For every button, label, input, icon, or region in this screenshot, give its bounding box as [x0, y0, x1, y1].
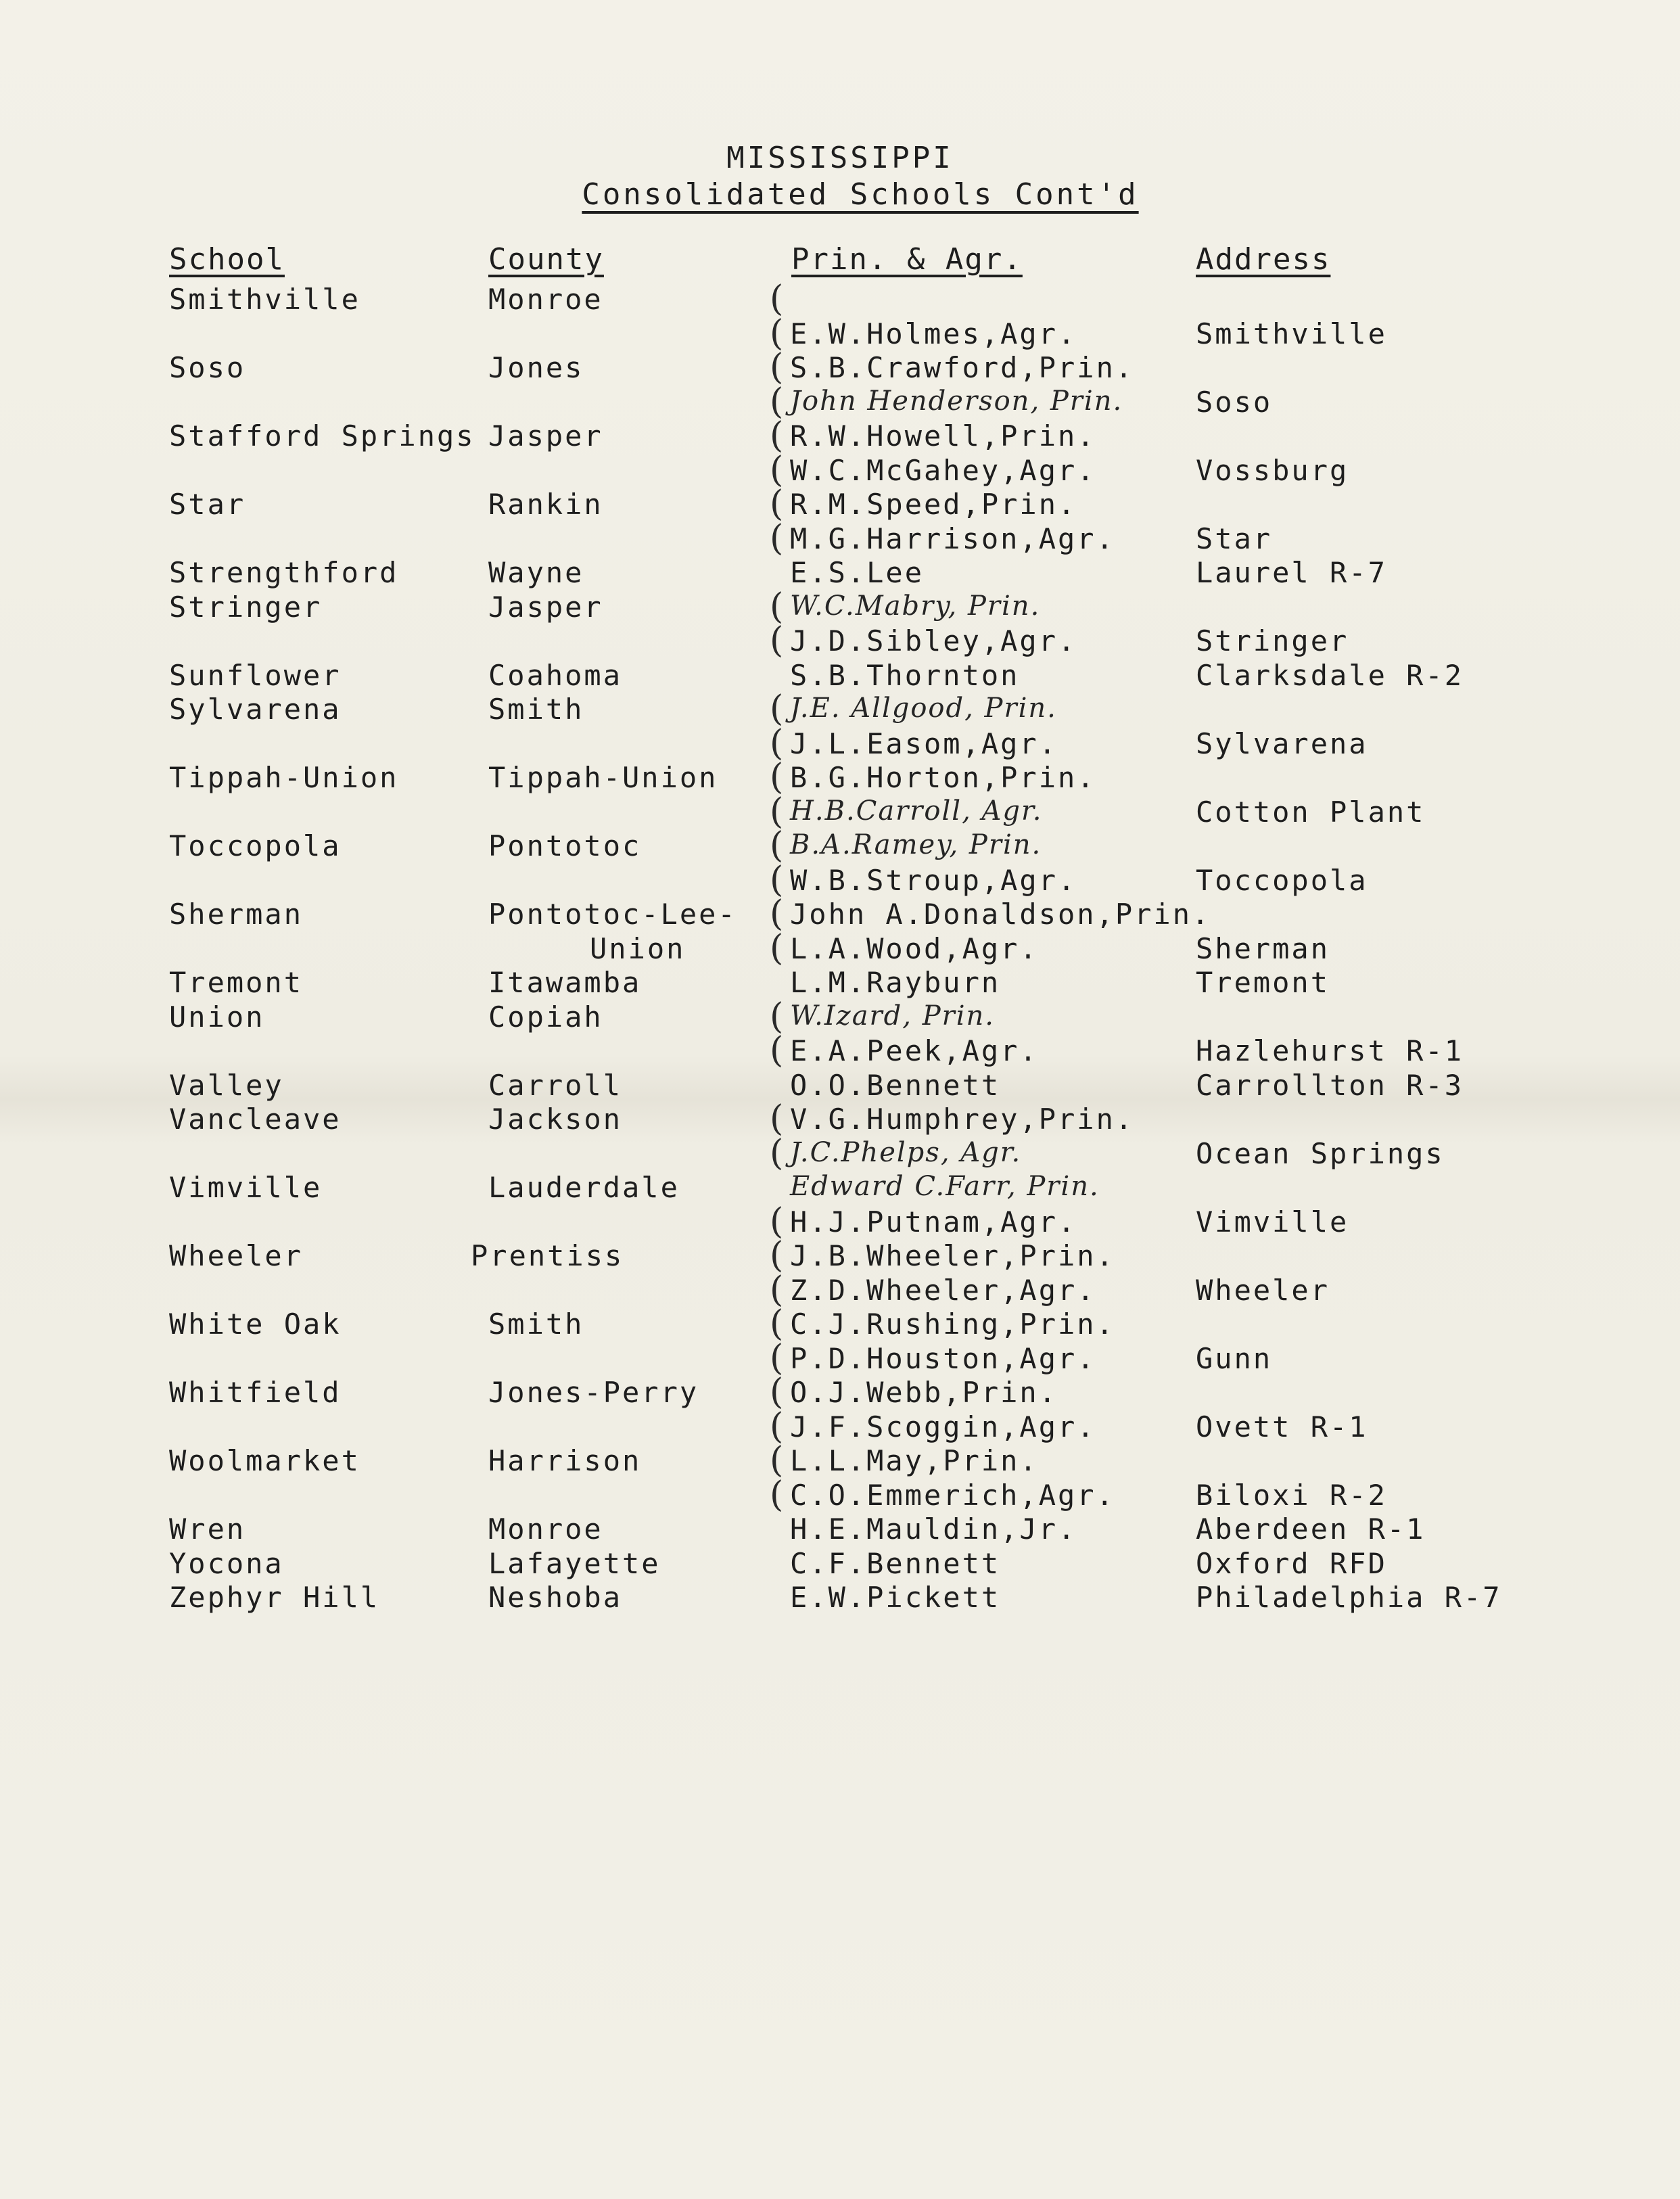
table-row [0, 586, 1680, 627]
county-name: Smith [488, 1307, 584, 1341]
bracket-mark: ( [770, 313, 786, 354]
county-name: Harrison [488, 1444, 642, 1477]
county-name: Carroll [488, 1068, 623, 1102]
bracket-mark: ( [770, 1132, 786, 1174]
bracket-mark: ( [770, 347, 786, 388]
county-name: Jasper [488, 419, 603, 453]
table-row [0, 484, 1680, 524]
principal-agriculture-name: W.C.McGahey,Agr. [790, 453, 1096, 487]
table-row [0, 1512, 1680, 1546]
principal-agriculture-name: J.L.Easom,Agr. [790, 726, 1058, 760]
county-name: Coahoma [488, 658, 623, 692]
address-text: Wheeler [1196, 1273, 1330, 1307]
bracket-mark: ( [770, 757, 786, 797]
school-name: Valley [169, 1068, 284, 1102]
county-name: Jones [488, 351, 584, 384]
county-name: Neshoba [488, 1581, 623, 1614]
bracket-mark: ( [770, 1474, 786, 1515]
header-school: School [169, 242, 285, 277]
table-row [0, 757, 1680, 797]
principal-agriculture-name: J.F.Scoggin,Agr. [790, 1410, 1096, 1443]
bracket-mark: ( [770, 1303, 786, 1344]
bracket-mark: ( [770, 689, 786, 729]
address-text: Tremont [1196, 966, 1330, 999]
address-text: Soso [1196, 385, 1273, 419]
table-row [0, 791, 1680, 832]
table-row [0, 279, 1680, 319]
bracket-mark: ( [770, 859, 786, 900]
table-row [0, 1581, 1680, 1615]
county-name: Itawamba [488, 966, 642, 999]
principal-agriculture-name: V.G.Humphrey,Prin. [790, 1103, 1135, 1136]
principal-agriculture-name: Edward C.Farr, Prin. [790, 1171, 1100, 1202]
document-subtitle: Consolidated Schools Cont'd [582, 177, 1139, 212]
principal-agriculture-name: R.W.Howell,Prin. [790, 419, 1096, 453]
bracket-mark: ( [770, 1235, 786, 1276]
principal-agriculture-name: J.B.Wheeler,Prin. [790, 1239, 1115, 1272]
table-row [0, 859, 1680, 900]
table-row [0, 556, 1680, 590]
school-name: Smithville [169, 283, 360, 316]
school-name: Stringer [169, 590, 323, 624]
table-row [0, 1547, 1680, 1581]
principal-agriculture-name: W.B.Stroup,Agr. [790, 863, 1077, 897]
header-county: County [488, 242, 604, 277]
table-row [0, 894, 1680, 934]
bracket-mark: ( [770, 722, 786, 764]
table-row [0, 1171, 1680, 1205]
school-name: Wren [169, 1512, 246, 1546]
school-name: Sherman [169, 898, 304, 931]
table-row [0, 1337, 1680, 1379]
county-name: Wayne [488, 556, 584, 589]
table-row [0, 1406, 1680, 1447]
table-row [0, 1303, 1680, 1344]
table-row [0, 1069, 1680, 1103]
county-name: Prentiss [471, 1239, 624, 1272]
table-row [0, 449, 1680, 490]
address-text: Aberdeen R-1 [1196, 1512, 1426, 1546]
table-row [0, 1474, 1680, 1515]
principal-agriculture-name: W.Izard, Prin. [790, 1000, 996, 1032]
address-text: Hazlehurst R-1 [1196, 1034, 1464, 1067]
school-name: White Oak [169, 1307, 342, 1341]
principal-agriculture-name: Z.D.Wheeler,Agr. [790, 1273, 1096, 1307]
bracket-mark: ( [770, 1269, 786, 1310]
address-text: Star [1196, 522, 1273, 555]
address-text: Biloxi R-2 [1196, 1478, 1387, 1512]
table-row [0, 313, 1680, 354]
table-row [0, 1440, 1680, 1481]
bracket-mark: ( [770, 1372, 786, 1412]
school-name: Tremont [169, 966, 304, 999]
table-row [0, 381, 1680, 422]
bracket-mark: ( [770, 484, 786, 524]
principal-agriculture-name: S.B.Thornton [790, 658, 1020, 692]
bracket-mark: ( [770, 381, 786, 422]
principal-agriculture-name: E.A.Peek,Agr. [790, 1034, 1039, 1067]
bracket-mark: ( [770, 894, 786, 934]
address-text: Vimville [1196, 1205, 1349, 1239]
principal-agriculture-name: M.G.Harrison,Agr. [790, 522, 1115, 555]
bracket-mark: ( [770, 1098, 786, 1139]
address-text: Clarksdale R-2 [1196, 658, 1464, 692]
address-text: Toccopola [1196, 863, 1368, 897]
county-name: Lauderdale [488, 1171, 680, 1204]
address-text: Sylvarena [1196, 726, 1368, 760]
school-name: Sunflower [169, 658, 342, 692]
principal-agriculture-name: C.F.Bennett [790, 1546, 1001, 1580]
address-text: Laurel R-7 [1196, 556, 1387, 589]
table-row [0, 1098, 1680, 1139]
address-text: Oxford RFD [1196, 1546, 1387, 1580]
county-name: Rankin [488, 488, 603, 521]
school-name: Stafford Springs [169, 419, 475, 453]
school-name: Star [169, 488, 246, 521]
bracket-mark: ( [770, 586, 786, 627]
school-name: Tippah-Union [169, 761, 399, 794]
principal-agriculture-name: H.B.Carroll, Agr. [790, 795, 1043, 827]
county-name: Copiah [488, 1000, 603, 1034]
county-name: Jackson [488, 1103, 623, 1136]
principal-agriculture-name: C.J.Rushing,Prin. [790, 1307, 1115, 1341]
school-name: Zephyr Hill [169, 1581, 380, 1614]
bracket-mark: ( [770, 825, 786, 866]
header-address: Address [1196, 242, 1331, 277]
document-title: MISSISSIPPI [726, 141, 954, 175]
bracket-mark: ( [770, 279, 786, 319]
principal-agriculture-name: B.A.Ramey, Prin. [790, 829, 1042, 860]
bracket-mark: ( [770, 996, 786, 1037]
bracket-mark: ( [770, 620, 786, 661]
principal-agriculture-name: P.D.Houston,Agr. [790, 1341, 1096, 1375]
principal-agriculture-name: L.M.Rayburn [790, 966, 1001, 999]
address-text: Carrollton R-3 [1196, 1068, 1464, 1102]
school-name: Vimville [169, 1171, 323, 1204]
county-name: Tippah-Union [488, 761, 718, 794]
principal-agriculture-name: J.D.Sibley,Agr. [790, 624, 1077, 657]
principal-agriculture-name: O.J.Webb,Prin. [790, 1376, 1058, 1409]
bracket-mark: ( [770, 1201, 786, 1242]
table-row [0, 722, 1680, 764]
principal-agriculture-name: S.B.Crawford,Prin. [790, 351, 1135, 384]
table-row [0, 1030, 1680, 1071]
principal-agriculture-name: R.M.Speed,Prin. [790, 488, 1077, 521]
principal-agriculture-name: L.A.Wood,Agr. [790, 931, 1039, 965]
principal-agriculture-name: John Henderson, Prin. [790, 385, 1123, 417]
school-name: Soso [169, 351, 246, 384]
bracket-mark: ( [770, 517, 786, 559]
school-name: Toccopola [169, 829, 342, 862]
table-row [0, 825, 1680, 866]
principal-agriculture-name: E.S.Lee [790, 556, 925, 589]
school-name: Yocona [169, 1546, 284, 1580]
address-text: Cotton Plant [1196, 795, 1426, 829]
address-text: Ocean Springs [1196, 1136, 1445, 1170]
bracket-mark: ( [770, 1337, 786, 1379]
county-name: Lafayette [488, 1546, 661, 1580]
bracket-mark: ( [770, 449, 786, 490]
bracket-mark: ( [770, 415, 786, 456]
school-name: Union [169, 1000, 265, 1034]
principal-agriculture-name: C.O.Emmerich,Agr. [790, 1478, 1115, 1512]
principal-agriculture-name: John A.Donaldson,Prin. [790, 898, 1211, 931]
county-name: Union [590, 931, 686, 965]
county-name: Pontotoc-Lee- [488, 898, 737, 931]
table-row [0, 689, 1680, 729]
school-name: Woolmarket [169, 1444, 360, 1477]
principal-agriculture-name: E.W.Pickett [790, 1581, 1001, 1614]
table-row [0, 1269, 1680, 1310]
principal-agriculture-name: H.J.Putnam,Agr. [790, 1205, 1077, 1239]
table-row [0, 1235, 1680, 1276]
table-row [0, 1201, 1680, 1242]
address-text: Gunn [1196, 1341, 1273, 1375]
principal-agriculture-name: H.E.Mauldin,Jr. [790, 1512, 1077, 1546]
address-text: Stringer [1196, 624, 1349, 657]
principal-agriculture-name: O.O.Bennett [790, 1068, 1001, 1102]
table-row [0, 966, 1680, 1000]
county-name: Monroe [488, 283, 603, 316]
bracket-mark: ( [770, 1406, 786, 1447]
county-name: Pontotoc [488, 829, 642, 862]
bracket-mark: ( [770, 791, 786, 832]
bracket-mark: ( [770, 927, 786, 969]
school-name: Wheeler [169, 1239, 304, 1272]
principal-agriculture-name: B.G.Horton,Prin. [790, 761, 1096, 794]
principal-agriculture-name: W.C.Mabry, Prin. [790, 590, 1041, 622]
address-text: Vossburg [1196, 453, 1349, 487]
county-name: Monroe [488, 1512, 603, 1546]
bracket-mark: ( [770, 1030, 786, 1071]
school-name: Sylvarena [169, 693, 342, 726]
table-row [0, 1372, 1680, 1412]
county-name: Smith [488, 693, 584, 726]
bracket-mark: ( [770, 1440, 786, 1481]
table-row [0, 415, 1680, 456]
table-row [0, 996, 1680, 1037]
school-name: Strengthford [169, 556, 399, 589]
table-row [0, 1132, 1680, 1174]
table-row [0, 620, 1680, 661]
table-row [0, 347, 1680, 388]
school-name: Vancleave [169, 1103, 342, 1136]
table-row [0, 659, 1680, 693]
address-text: Sherman [1196, 931, 1330, 965]
address-text: Ovett R-1 [1196, 1410, 1368, 1443]
principal-agriculture-name: E.W.Holmes,Agr. [790, 317, 1077, 350]
principal-agriculture-name: L.L.May,Prin. [790, 1444, 1039, 1477]
address-text: Smithville [1196, 317, 1387, 350]
address-text: Philadelphia R-7 [1196, 1581, 1502, 1614]
table-row [0, 517, 1680, 559]
school-name: Whitfield [169, 1376, 342, 1409]
county-name: Jones-Perry [488, 1376, 699, 1409]
header-prin-agr: Prin. & Agr. [791, 242, 1023, 277]
county-name: Jasper [488, 590, 603, 624]
principal-agriculture-name: J.C.Phelps, Agr. [790, 1136, 1022, 1168]
principal-agriculture-name: J.E. Allgood, Prin. [790, 693, 1057, 724]
table-row [0, 927, 1680, 969]
